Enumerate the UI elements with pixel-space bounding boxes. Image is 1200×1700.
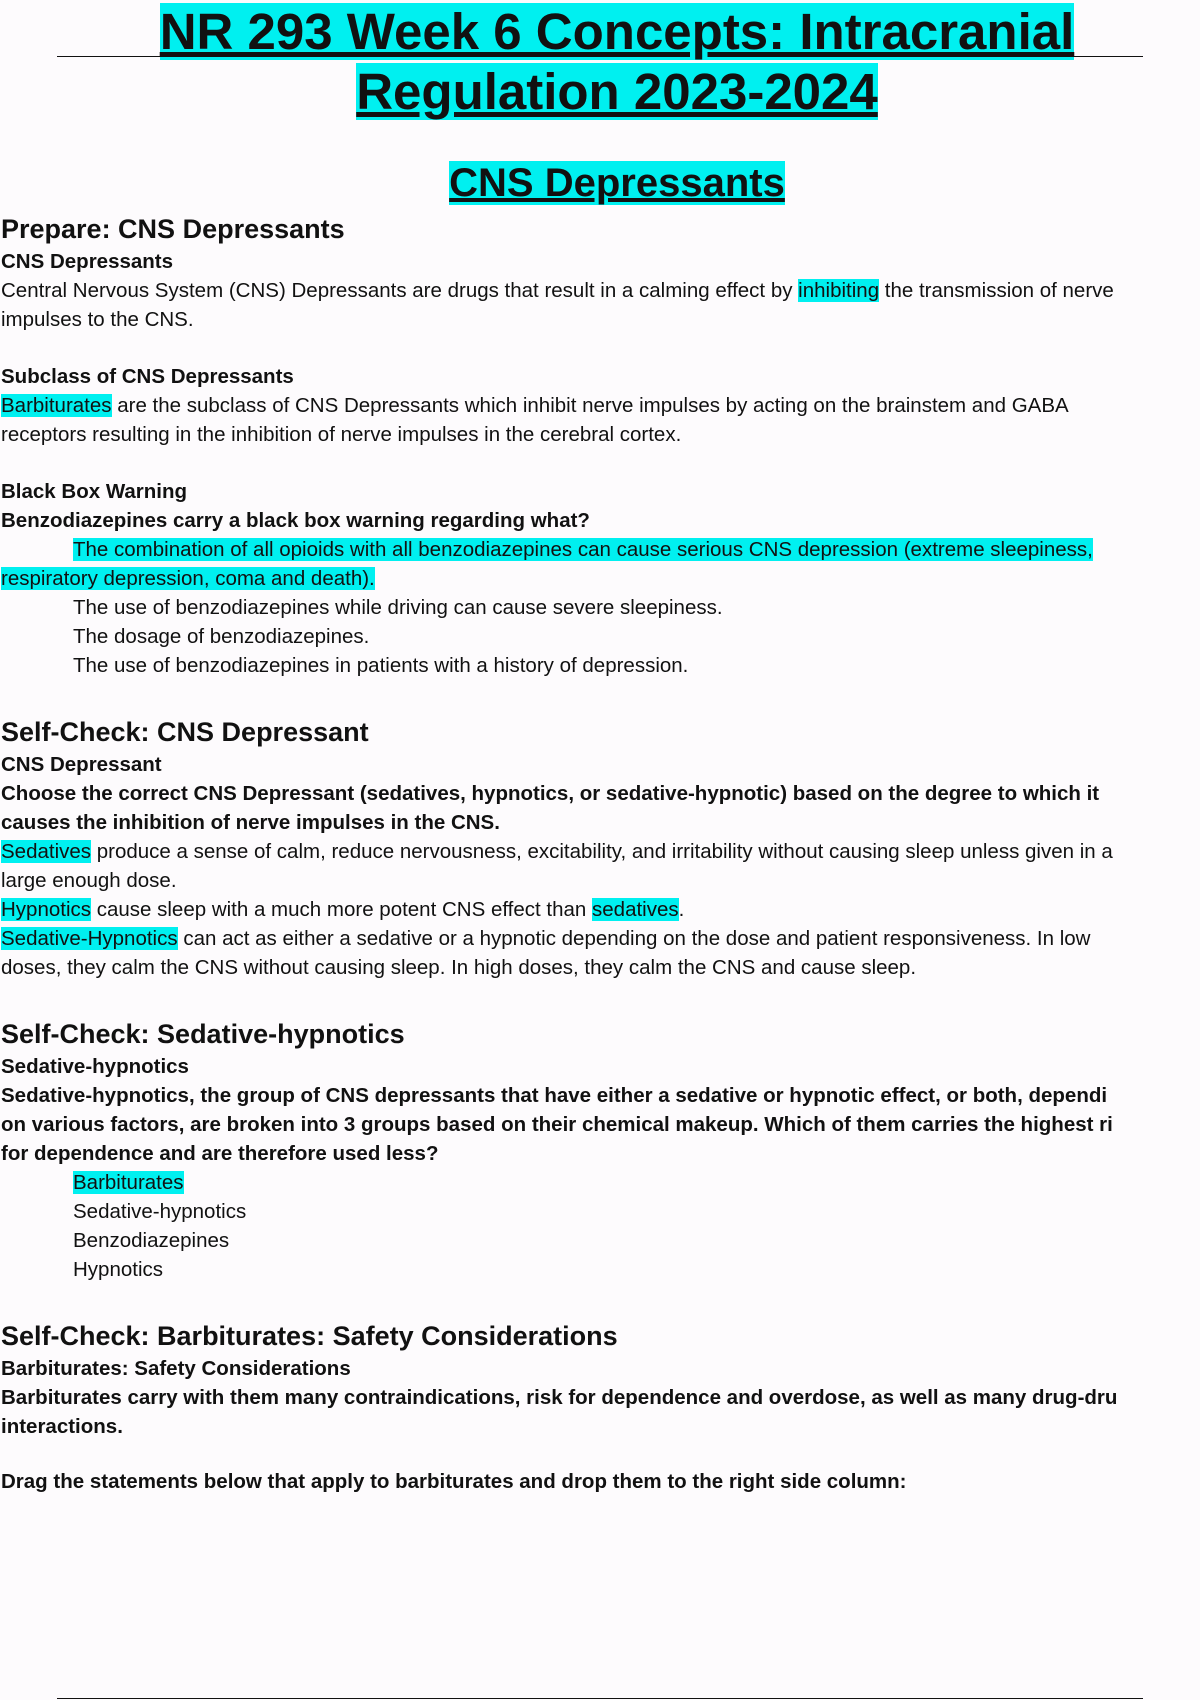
highlight-inhibiting: inhibiting [798, 279, 880, 302]
highlight-sedative-hypnotics: Sedative-Hypnotics [1, 927, 178, 950]
hypnotics-line: Hypnotics cause sleep with a much more potent CNS effect than sedatives. [1, 898, 685, 921]
sedatives-line-2: large enough dose. [1, 869, 177, 892]
option-item: The dosage of benzodiazepines. [73, 625, 370, 648]
cns-definition-line-1: Central Nervous System (CNS) Depressants are drugs that result in a calming effect by inhibiting the transmission of nerve [1, 279, 1114, 302]
barbiturates-line-1: Barbiturates carry with them many contraindications, risk for dependence and overdose, as well as many drug-dru [1, 1386, 1118, 1409]
option-item: The use of benzodiazepines while driving can cause severe sleepiness. [73, 596, 723, 619]
document-title [0, 2, 1200, 122]
option-item: Sedative-hypnotics [73, 1200, 247, 1223]
answer-item: Barbiturates [73, 1171, 184, 1194]
black-box-answer: The combination of all opioids with all benzodiazepines can cause serious CNS depression (extreme sleepiness, [73, 538, 1093, 561]
highlight-barbiturates: Barbiturates [1, 394, 112, 417]
cns-question-line-2: causes the inhibition of nerve impulses in the CNS. [1, 811, 500, 834]
subclass-line-1: Barbiturates are the subclass of CNS Depressants which inhibit nerve impulses by acting on the brainstem and GABA [1, 394, 1069, 417]
barbiturates-safety-subheading: Barbiturates: Safety Considerations [1, 1357, 351, 1380]
self-check-barbiturates-heading: Self-Check: Barbiturates: Safety Considerations [1, 1321, 618, 1351]
sedative-hypnotics-line-1: Sedative-Hypnotics can act as either a sedative or a hypnotic depending on the dose and patient responsiveness. In low [1, 927, 1091, 950]
document-body [1, 211, 1200, 1496]
sedatives-line-1: Sedatives produce a sense of calm, reduce nervousness, excitability, and irritability without causing sleep unless given in a [1, 840, 1113, 863]
title-line-1: NR 293 Week 6 Concepts: Intracranial [159, 3, 1075, 60]
highlight-sedatives-2: sedatives [592, 898, 679, 921]
sedative-question-line-1: Sedative-hypnotics, the group of CNS depressants that have either a sedative or hypnotic effect, or both, dependi [1, 1084, 1108, 1107]
cns-question-line-1: Choose the correct CNS Depressant (sedatives, hypnotics, or sedative-hypnotic) based on the degree to which it [1, 782, 1100, 805]
section-title: CNS Depressants [449, 161, 785, 205]
cns-definition-line-2: impulses to the CNS. [1, 308, 194, 331]
black-box-question: Benzodiazepines carry a black box warning regarding what? [1, 509, 590, 532]
subclass-subheading: Subclass of CNS Depressants [1, 365, 294, 388]
prepare-heading: Prepare: CNS Depressants [1, 214, 345, 244]
option-item: Hypnotics [73, 1258, 164, 1281]
sedative-hypnotics-subheading: Sedative-hypnotics [1, 1055, 189, 1078]
self-check-sedative-heading: Self-Check: Sedative-hypnotics [1, 1019, 405, 1049]
option-item: Benzodiazepines [73, 1229, 230, 1252]
cns-depressants-subheading: CNS Depressants [1, 250, 174, 273]
black-box-answer-cont: respiratory depression, coma and death). [1, 567, 375, 590]
option-item: The use of benzodiazepines in patients with a history of depression. [73, 654, 689, 677]
sedative-question-line-3: for dependence and are therefore used less? [1, 1142, 439, 1165]
drag-instruction: Drag the statements below that apply to barbiturates and drop them to the right side column: [1, 1470, 907, 1493]
cns-depressant-subheading: CNS Depressant [1, 753, 162, 776]
subclass-line-2: receptors resulting in the inhibition of nerve impulses in the cerebral cortex. [1, 423, 682, 446]
self-check-cns-heading: Self-Check: CNS Depressant [1, 717, 369, 747]
title-line-2: Regulation 2023-2024 [356, 63, 878, 120]
barbiturates-line-2: interactions. [1, 1415, 123, 1438]
footer-rule [57, 1698, 1143, 1699]
highlight-sedatives: Sedatives [1, 840, 92, 863]
sedative-hypnotics-line-2: doses, they calm the CNS without causing sleep. In high doses, they calm the CNS and cause sleep. [1, 956, 917, 979]
sedative-question-line-2: on various factors, are broken into 3 groups based on their chemical makeup. Which of them carries the highest ri [1, 1113, 1113, 1136]
highlight-hypnotics: Hypnotics [1, 898, 92, 921]
black-box-subheading: Black Box Warning [1, 480, 188, 503]
